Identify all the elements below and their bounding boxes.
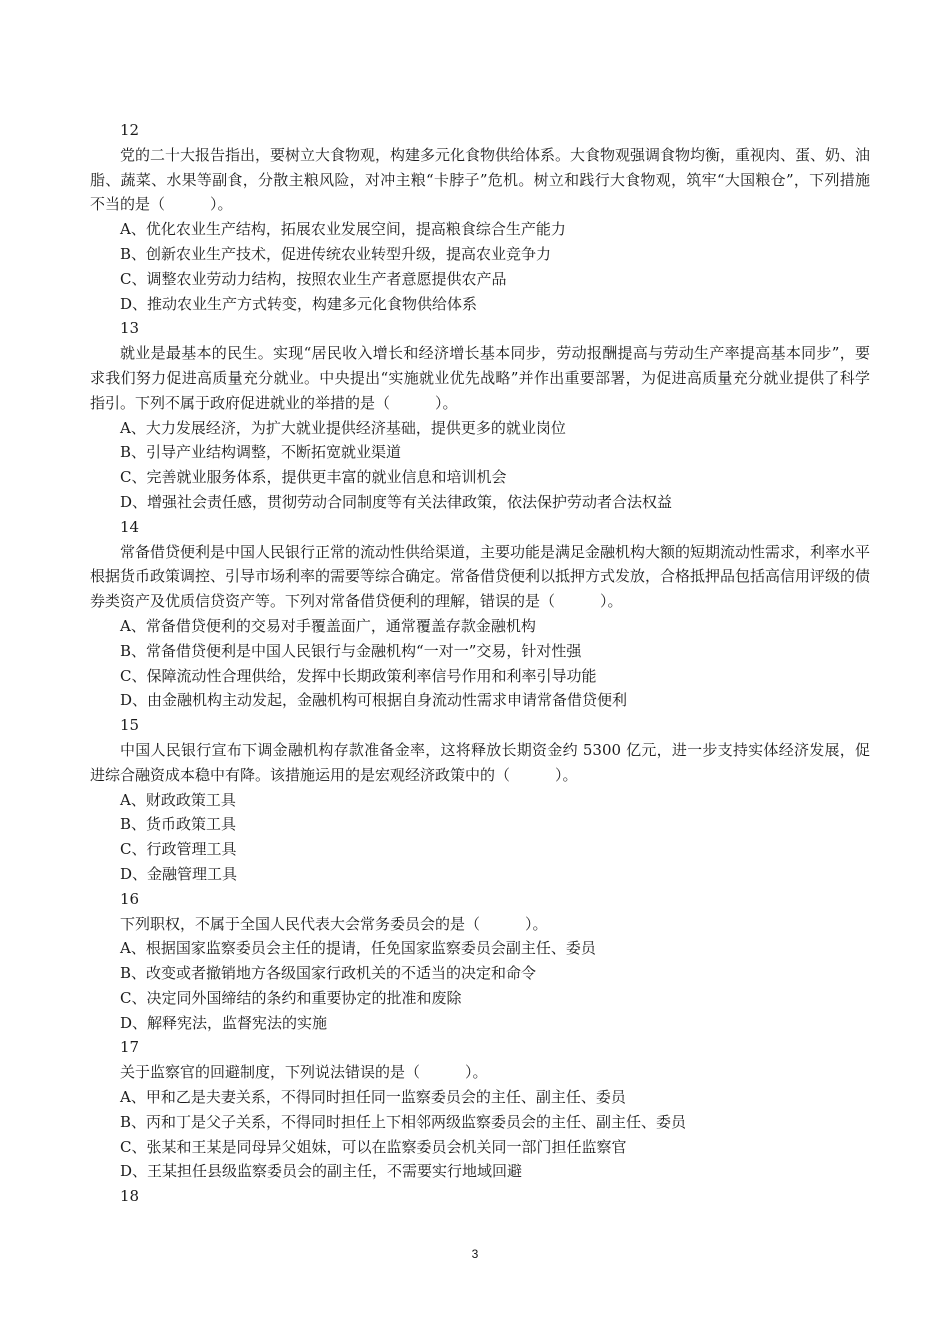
question-stem: 中国人民银行宣布下调金融机构存款准备金率，这将释放长期资金约 5300 亿元，进一步支持实体经济发展，促进综合融资成本稳中有降。该措施运用的是宏观经济政策中的（ ）。 <box>90 740 870 784</box>
option-d: D、金融管理工具 <box>120 864 238 883</box>
question-number: 12 <box>120 121 140 139</box>
question-list <box>90 118 870 1209</box>
option-a: A、甲和乙是夫妻关系，不得同时担任同一监察委员会的主任、副主任、委员 <box>120 1088 626 1107</box>
option-a: A、常备借贷便利的交易对手覆盖面广，通常覆盖存款金融机构 <box>120 616 536 635</box>
option-b: B、引导产业结构调整，不断拓宽就业渠道 <box>120 443 402 462</box>
question-number: 13 <box>120 319 140 338</box>
question-16 <box>90 887 870 1036</box>
option-d: D、增强社会责任感，贯彻劳动合同制度等有关法律政策，依法保护劳动者合法权益 <box>120 492 673 511</box>
option-c: C、张某和王某是同母异父姐妹，可以在监察委员会机关同一部门担任监察官 <box>120 1137 627 1156</box>
option-c: C、完善就业服务体系，提供更丰富的就业信息和培训机会 <box>120 468 507 487</box>
question-14 <box>90 515 870 713</box>
option-b: B、丙和丁是父子关系，不得同时担任上下相邻两级监察委员会的主任、副主任、委员 <box>120 1112 687 1131</box>
question-number: 18 <box>120 1187 140 1206</box>
question-number: 15 <box>120 716 140 735</box>
question-12 <box>90 118 870 316</box>
option-c: C、调整农业劳动力结构，按照农业生产者意愿提供农产品 <box>120 269 507 288</box>
question-stem: 关于监察官的回避制度，下列说法错误的是（ ）。 <box>120 1063 488 1082</box>
question-13 <box>90 316 870 514</box>
option-a: A、根据国家监察委员会主任的提请，任免国家监察委员会副主任、委员 <box>120 939 596 958</box>
question-stem: 常备借贷便利是中国人民银行正常的流动性供给渠道，主要功能是满足金融机构大额的短期流动性需求，利率水平根据货币政策调控、引导市场利率的需要等综合确定。常备借贷便利以抵押方式发放，合格抵押品包括高信用评级的债券类资产及优质信贷资产等。下列对常备借贷便利的理解，错误的是（ ）。 <box>90 542 871 611</box>
question-number: 16 <box>120 889 140 908</box>
option-b: B、创新农业生产技术，促进传统农业转型升级，提高农业竞争力 <box>120 244 552 263</box>
question-15 <box>90 713 870 887</box>
question-stem: 下列职权，不属于全国人民代表大会常务委员会的是（ ）。 <box>120 914 548 933</box>
question-stem: 就业是最基本的民生。实现“居民收入增长和经济增长基本同步，劳动报酬提高与劳动生产率提高基本同步”，要求我们努力促进高质量充分就业。中央提出“实施就业优先战略”并作出重要部署，为促进高质量充分就业提供了科学指引。下列不属于政府促进就业的举措的是（ ）。 <box>90 344 870 412</box>
option-b: B、货币政策工具 <box>120 815 237 834</box>
question-number: 17 <box>120 1038 140 1057</box>
option-c: C、保障流动性合理供给，发挥中长期政策利率信号作用和利率引导功能 <box>120 666 597 685</box>
option-c: C、决定同外国缔结的条约和重要协定的批准和废除 <box>120 988 462 1007</box>
question-stem: 党的二十大报告指出，要树立大食物观，构建多元化食物供给体系。大食物观强调食物均衡，重视肉、蛋、奶、油脂、蔬菜、水果等副食，分散主粮风险，对冲主粮“卡脖子”危机。树立和践行大食物观，筑牢“大国粮仓”，下列措施不当的是（ ）。 <box>90 145 871 214</box>
option-b: B、改变或者撤销地方各级国家行政机关的不适当的决定和命令 <box>120 964 537 983</box>
option-d: D、王某担任县级监察委员会的副主任，不需要实行地域回避 <box>120 1162 523 1181</box>
option-d: D、由金融机构主动发起，金融机构可根据自身流动性需求申请常备借贷便利 <box>120 691 628 710</box>
option-d: D、推动农业生产方式转变，构建多元化食物供给体系 <box>120 294 478 313</box>
question-17 <box>90 1035 870 1184</box>
page-number: 3 <box>471 1247 479 1261</box>
option-b: B、常备借贷便利是中国人民银行与金融机构“一对一”交易，针对性强 <box>120 641 582 660</box>
option-a: A、大力发展经济，为扩大就业提供经济基础，提供更多的就业岗位 <box>120 418 566 437</box>
option-d: D、解释宪法，监督宪法的实施 <box>120 1013 328 1032</box>
question-number: 14 <box>120 517 140 536</box>
option-c: C、行政管理工具 <box>120 840 237 859</box>
option-a: A、优化农业生产结构，拓展农业发展空间，提高粮食综合生产能力 <box>120 220 566 239</box>
option-a: A、财政政策工具 <box>120 790 236 809</box>
question-18 <box>90 1184 870 1209</box>
